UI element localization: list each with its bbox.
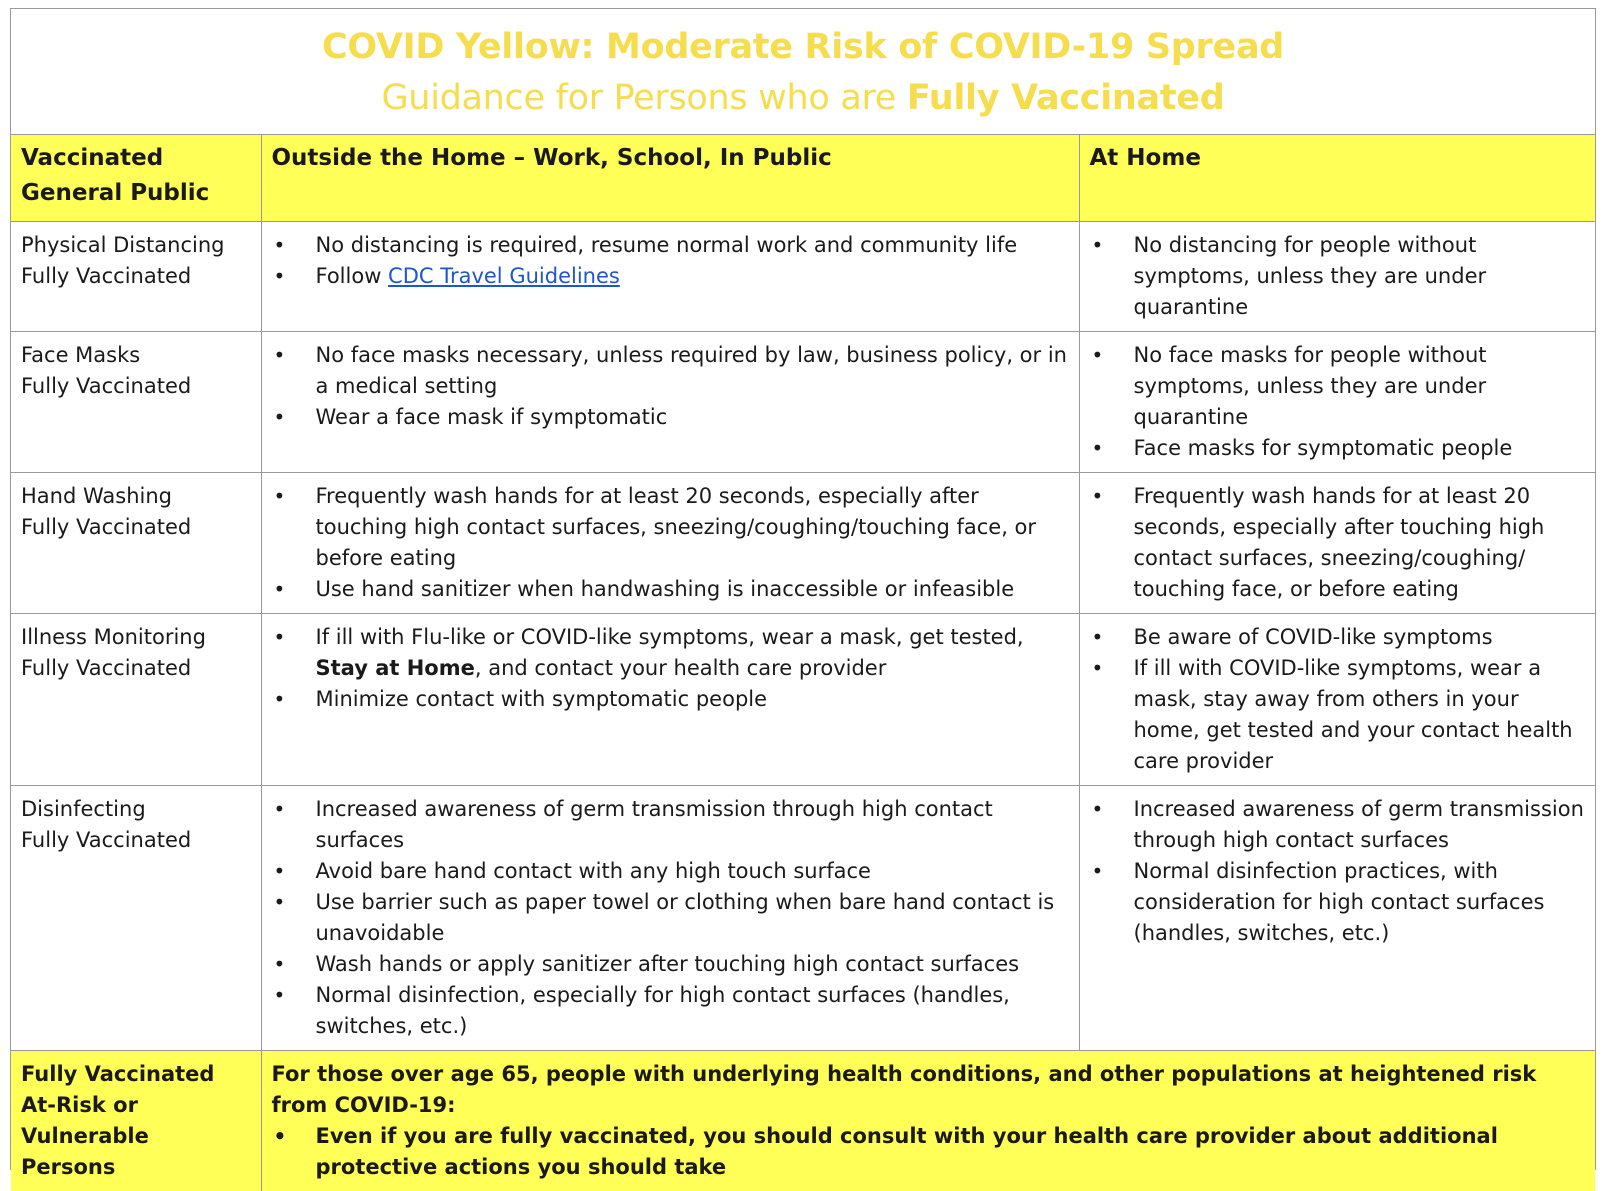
header-at-home: At Home xyxy=(1079,135,1595,221)
table-row-at-risk xyxy=(11,1050,1595,1191)
bullet-list xyxy=(272,1121,1586,1183)
table-header-row xyxy=(11,135,1595,221)
list-item: • Increased awareness of germ transmission through high contact surfaces xyxy=(272,794,1069,856)
list-item: • No distancing for people without symptoms, unless they are under quarantine xyxy=(1090,230,1586,323)
at-home-cell xyxy=(1079,221,1595,331)
bullet-list xyxy=(272,622,1069,715)
header-group: Vaccinated General Public xyxy=(11,135,261,221)
document-subtitle xyxy=(11,71,1595,125)
bullet-list xyxy=(1090,481,1586,605)
list-item: • Be aware of COVID-like symptoms xyxy=(1090,622,1586,653)
row-label-category: Illness Monitoring xyxy=(21,624,206,649)
list-item: • Frequently wash hands for at least 20 seconds, especially after touching high contact surfaces, sneezing/coughing/ touching face, or before eating xyxy=(1090,481,1586,605)
bullet-list xyxy=(272,794,1069,1042)
list-item: • Wear a face mask if symptomatic xyxy=(272,402,1069,433)
guidance-table xyxy=(11,135,1595,1191)
row-label-category: Physical Distancing xyxy=(21,232,225,257)
at-home-cell xyxy=(1079,613,1595,785)
list-item: • Face masks for symptomatic people xyxy=(1090,433,1586,464)
list-item xyxy=(272,261,1069,292)
header-outside-home: Outside the Home – Work, School, In Public xyxy=(261,135,1079,221)
at-home-cell xyxy=(1079,331,1595,472)
title-block xyxy=(11,9,1595,135)
row-label xyxy=(11,331,261,472)
bullet-list xyxy=(1090,340,1586,464)
bullet-list xyxy=(272,481,1069,605)
list-item-text: If ill with Flu-like or COVID-like symptoms, wear a mask, get tested, xyxy=(315,624,1024,649)
row-label-category: Hand Washing xyxy=(21,483,172,508)
cdc-travel-guidelines-link[interactable]: CDC Travel Guidelines xyxy=(388,263,620,288)
outside-home-cell xyxy=(261,331,1079,472)
table-row-physical-distancing xyxy=(11,221,1595,331)
stay-at-home-emphasis: Stay at Home xyxy=(315,655,475,680)
list-item: • Even if you are fully vaccinated, you should consult with your health care provider about additional protective actions you should take xyxy=(272,1121,1586,1183)
table-row-disinfecting xyxy=(11,785,1595,1050)
row-label-status: Fully Vaccinated xyxy=(21,514,192,539)
bullet-list xyxy=(1090,230,1586,323)
table-row-hand-washing xyxy=(11,472,1595,613)
list-item: • Frequently wash hands for at least 20 seconds, especially after touching high contact surfaces, sneezing/coughing/touching face, or before eating xyxy=(272,481,1069,574)
guidance-document xyxy=(10,8,1596,1179)
at-home-cell xyxy=(1079,472,1595,613)
list-item xyxy=(272,622,1069,684)
subtitle-emphasis: Fully Vaccinated xyxy=(906,78,1225,118)
list-item: • Avoid bare hand contact with any high touch surface xyxy=(272,856,1069,887)
list-item: • Use barrier such as paper towel or clothing when bare hand contact is unavoidable xyxy=(272,887,1069,949)
list-item: • Increased awareness of germ transmission through high contact surfaces xyxy=(1090,794,1586,856)
list-item: • Use hand sanitizer when handwashing is inaccessible or infeasible xyxy=(272,574,1069,605)
subtitle-prefix: Guidance for Persons who are xyxy=(381,78,907,118)
row-label-at-risk: Fully Vaccinated At-Risk or Vulnerable Persons xyxy=(11,1050,261,1191)
row-label-category: Disinfecting xyxy=(21,796,146,821)
bullet-list xyxy=(272,230,1069,292)
row-label-status: Fully Vaccinated xyxy=(21,827,192,852)
row-label xyxy=(11,221,261,331)
outside-home-cell xyxy=(261,472,1079,613)
row-label xyxy=(11,613,261,785)
bullet-list xyxy=(272,340,1069,433)
outside-home-cell xyxy=(261,613,1079,785)
row-label-status: Fully Vaccinated xyxy=(21,655,192,680)
row-label xyxy=(11,785,261,1050)
bullet-list xyxy=(1090,794,1586,949)
table-row-illness-monitoring xyxy=(11,613,1595,785)
row-label-status: Fully Vaccinated xyxy=(21,373,192,398)
outside-home-cell xyxy=(261,221,1079,331)
list-item: • Normal disinfection practices, with consideration for high contact surfaces (handles, switches, etc.) xyxy=(1090,856,1586,949)
document-title: COVID Yellow: Moderate Risk of COVID-19 Spread xyxy=(321,27,1285,67)
list-item: • No distancing is required, resume normal work and community life xyxy=(272,230,1069,261)
row-label xyxy=(11,472,261,613)
list-item: • If ill with COVID-like symptoms, wear a mask, stay away from others in your home, get tested and your contact health care provider xyxy=(1090,653,1586,777)
outside-home-cell xyxy=(261,785,1079,1050)
list-item: • Normal disinfection, especially for high contact surfaces (handles, switches, etc.) xyxy=(272,980,1069,1042)
list-item: • No face masks necessary, unless required by law, business policy, or in a medical setting xyxy=(272,340,1069,402)
bullet-list xyxy=(1090,622,1586,777)
row-label-status: Fully Vaccinated xyxy=(21,263,192,288)
list-item-text: , and contact your health care provider xyxy=(474,655,887,680)
list-item: • No face masks for people without symptoms, unless they are under quarantine xyxy=(1090,340,1586,433)
at-risk-guidance-cell xyxy=(261,1050,1595,1191)
list-item: • Minimize contact with symptomatic people xyxy=(272,684,1069,715)
list-item: • Wash hands or apply sanitizer after touching high contact surfaces xyxy=(272,949,1069,980)
table-row-face-masks xyxy=(11,331,1595,472)
at-risk-intro: For those over age 65, people with underlying health conditions, and other populations at heightened risk from COVID-19: xyxy=(271,1061,1537,1117)
row-label-category: Face Masks xyxy=(21,342,141,367)
list-item-text: Follow xyxy=(315,263,389,288)
at-home-cell xyxy=(1079,785,1595,1050)
